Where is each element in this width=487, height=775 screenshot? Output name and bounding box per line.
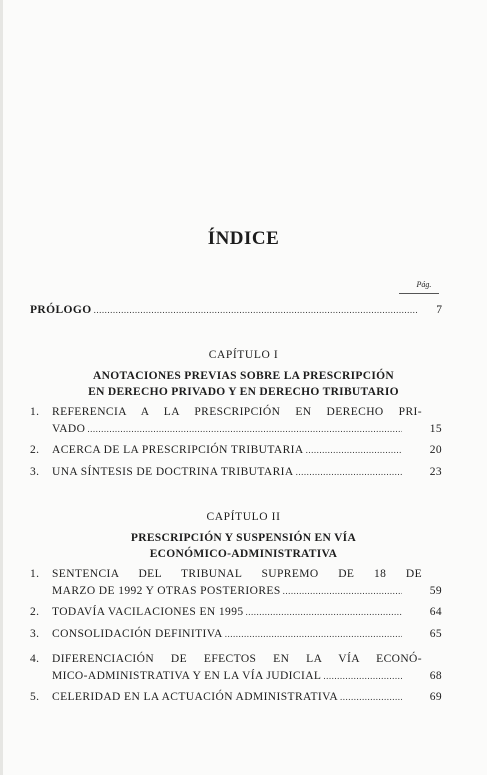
page-edge [0, 0, 3, 775]
dot-leader [225, 626, 402, 643]
dot-leader [283, 583, 402, 600]
toc-entry[interactable] [30, 604, 442, 621]
chapter-title-line: EN DERECHO PRIVADO Y EN DERECHO TRIBUTARIO [88, 386, 399, 398]
toc-entry-number: 2. [30, 606, 40, 618]
toc-entry-number: 3. [30, 466, 40, 478]
toc-entry-label: DIFERENCIACIÓN DE EFECTOS EN LA VÍA ECONÓ- [52, 653, 422, 665]
chapter-title-line: PRESCRIPCIÓN Y SUSPENSIÓN EN VÍA [130, 532, 357, 544]
toc-entry-label: ACERCA DE LA PRESCRIPCIÓN TRIBUTARIA [52, 444, 304, 456]
toc-entry-page: 23 [429, 466, 442, 478]
toc-entry-label: SENTENCIA DEL TRIBUNAL SUPREMO DE 18 DE [52, 568, 422, 580]
toc-entry-page: 7 [436, 304, 442, 316]
dot-leader [296, 464, 402, 481]
toc-entry[interactable] [30, 404, 442, 438]
dot-leader [323, 668, 402, 685]
toc-entry[interactable] [30, 464, 442, 481]
toc-entry[interactable] [30, 626, 442, 643]
toc-entry-label-cont: MARZO DE 1992 Y OTRAS POSTERIORES [52, 585, 281, 597]
toc-entry-page: 64 [429, 606, 442, 618]
toc-entry-label: UNA SÍNTESIS DE DOCTRINA TRIBUTARIA [52, 466, 294, 478]
toc-entry-page: 59 [429, 585, 442, 597]
toc-entry-label: TODAVÍA VACILACIONES EN 1995 [52, 606, 244, 618]
dot-leader [246, 604, 403, 621]
dot-leader [94, 302, 418, 319]
toc-entry-number: 2. [30, 444, 40, 456]
toc-entry-page: 65 [429, 628, 442, 640]
toc-entry-number: 1. [30, 406, 40, 418]
dot-leader [87, 421, 402, 438]
toc-entry[interactable] [30, 689, 442, 706]
toc-entry-page: 20 [429, 444, 442, 456]
toc-entry-page: 69 [429, 691, 442, 703]
chapter-title-line: ECONÓMICO-ADMINISTRATIVA [149, 548, 338, 560]
toc-entry-number: 3. [30, 628, 40, 640]
toc-entry-label-cont: VADO [52, 423, 86, 435]
chapter-title-line: ANOTACIONES PREVIAS SOBRE LA PRESCRIPCIÓN [93, 370, 394, 382]
page-column-rule [399, 293, 439, 294]
toc-entry-number: 1. [30, 568, 40, 580]
chapter-label: CAPÍTULO I [208, 349, 279, 361]
toc-entry-page: 15 [429, 423, 442, 435]
toc-entry-label-cont: MICO-ADMINISTRATIVA Y EN LA VÍA JUDICIAL [52, 670, 322, 682]
toc-entry[interactable] [30, 651, 442, 685]
toc-entry[interactable] [30, 442, 442, 459]
toc-entry-label: REFERENCIA A LA PRESCRIPCIÓN EN DERECHO PRI- [52, 406, 422, 418]
chapter-title [25, 530, 462, 562]
dot-leader [306, 442, 402, 459]
toc-entry-number: 4. [30, 653, 40, 665]
page-column-label: Pág. [416, 280, 432, 289]
toc-entry-prologue[interactable] [30, 302, 442, 319]
dot-leader [340, 689, 402, 706]
page-title: ÍNDICE [207, 228, 280, 249]
toc-entry-label: PRÓLOGO [30, 304, 92, 316]
toc-entry-number: 5. [30, 691, 40, 703]
toc-entry-page: 68 [429, 670, 442, 682]
chapter-label: CAPÍTULO II [206, 511, 281, 523]
toc-entry-label: CELERIDAD EN LA ACTUACIÓN ADMINISTRATIVA [52, 691, 339, 703]
toc-entry[interactable] [30, 566, 442, 600]
chapter-title [25, 368, 462, 400]
toc-entry-label: CONSOLIDACIÓN DEFINITIVA [52, 628, 223, 640]
